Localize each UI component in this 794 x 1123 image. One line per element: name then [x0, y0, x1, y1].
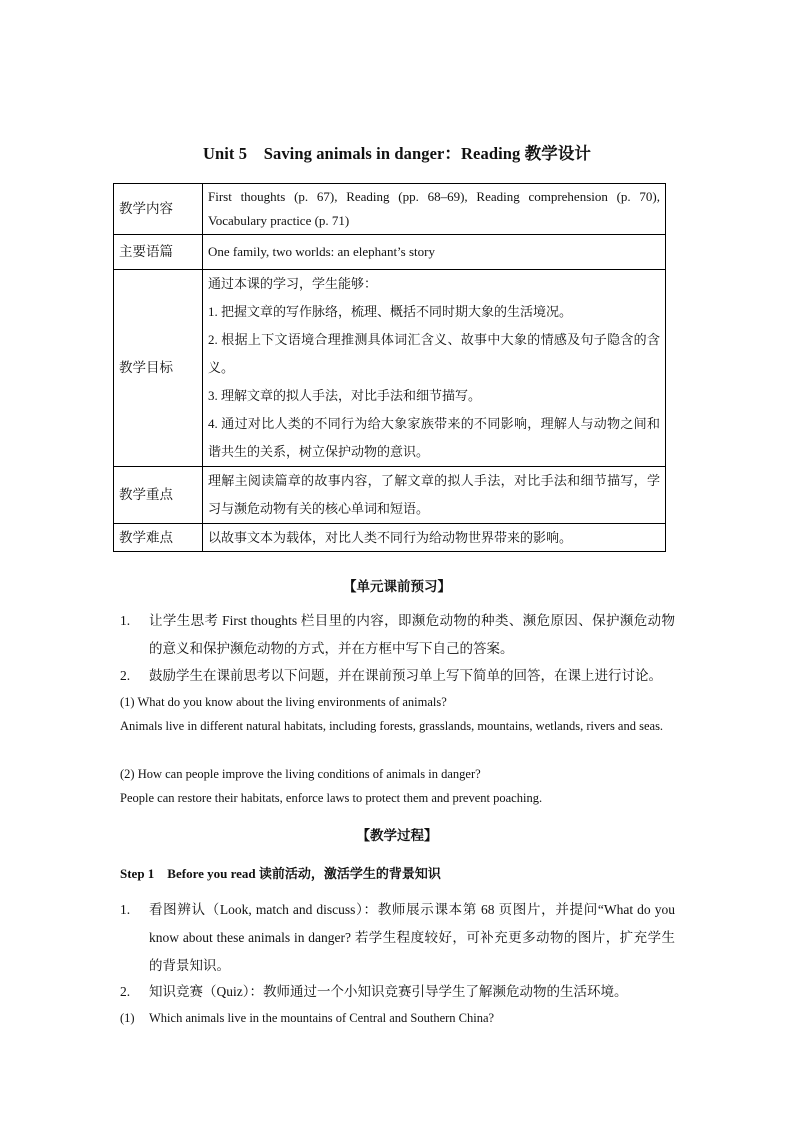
row-label: 教学内容 — [114, 184, 203, 235]
goal-line: 3. 理解文章的拟人手法，对比手法和细节描写。 — [208, 388, 482, 403]
row-label: 教学难点 — [114, 524, 203, 552]
item-number: 2. — [120, 984, 131, 999]
preview-heading: 【单元课前预习】 — [343, 579, 451, 594]
goal-line: 通过本课的学习，学生能够： — [208, 276, 378, 291]
list-item — [120, 607, 675, 663]
answer-1: Animals live in different natural habitats, including forests, grasslands, mountains, wetlands, rivers and seas. — [120, 719, 664, 733]
row-label: 教学重点 — [114, 467, 203, 524]
item-number: 1. — [120, 902, 131, 917]
item-text: 鼓励学生在课前思考以下问题，并在课前预习单上写下简单的回答，在课上进行讨论。 — [149, 668, 662, 683]
item-text: 看图辨认（Look, match and discuss）：教师展示课本第 68 页图片，并提问“What do you know about these animals in danger? 若学生程度较好，可补充更多动物的图片，扩充学生的背景知识。 — [149, 902, 675, 973]
list-item — [120, 1004, 675, 1032]
table-row — [114, 467, 666, 524]
table-row — [114, 270, 666, 467]
row-content: First thoughts (p. 67), Reading (pp. 68–69), Reading comprehension (p. 70), Vocabulary practice (p. 71) — [203, 184, 666, 235]
step-1-heading: Step 1 Before you read 读前活动，激活学生的背景知识 — [120, 866, 441, 881]
row-content: 以故事文本为载体，对比人类不同行为给动物世界带来的影响。 — [203, 524, 666, 552]
lesson-info-table — [113, 183, 666, 552]
goal-line: 2. 根据上下文语境合理推测具体词汇含义、故事中大象的情感及句子隐含的含义。 — [208, 332, 660, 375]
item-text: Which animals live in the mountains of Central and Southern China? — [149, 1011, 495, 1025]
row-content — [203, 270, 666, 467]
goal-line: 1. 把握文章的写作脉络，梳理、概括不同时期大象的生活境况。 — [208, 304, 573, 319]
row-label: 教学目标 — [114, 270, 203, 467]
document-title: Unit 5 Saving animals in danger：Reading 教学设计 — [202, 144, 592, 163]
item-number: 2. — [120, 668, 131, 683]
question-1: (1) What do you know about the living environments of animals? — [120, 695, 447, 709]
row-content: 理解主阅读篇章的故事内容，了解文章的拟人手法，对比手法和细节描写，学习与濒危动物有关的核心单词和短语。 — [203, 467, 666, 524]
list-item — [120, 978, 675, 1006]
answer-2: People can restore their habitats, enforce laws to protect them and prevent poaching. — [120, 791, 543, 805]
goal-line: 4. 通过对比人类的不同行为给大象家族带来的不同影响，理解人与动物之间和谐共生的关系，树立保护动物的意识。 — [208, 416, 660, 459]
process-heading: 【教学过程】 — [356, 828, 438, 843]
table-row — [114, 184, 666, 235]
table-row — [114, 235, 666, 270]
row-label: 主要语篇 — [114, 235, 203, 270]
item-text: 知识竞赛（Quiz）：教师通过一个小知识竞赛引导学生了解濒危动物的生活环境。 — [149, 984, 628, 999]
list-item — [120, 896, 675, 980]
row-content: One family, two worlds: an elephant’s story — [203, 235, 666, 270]
item-number: (1) — [120, 1011, 135, 1025]
question-2: (2) How can people improve the living conditions of animals in danger? — [120, 767, 481, 781]
table-row — [114, 524, 666, 552]
item-number: 1. — [120, 613, 131, 628]
item-text: 让学生思考 First thoughts 栏目里的内容，即濒危动物的种类、濒危原因、保护濒危动物的意义和保护濒危动物的方式，并在方框中写下自己的答案。 — [149, 613, 675, 656]
list-item — [120, 662, 675, 690]
